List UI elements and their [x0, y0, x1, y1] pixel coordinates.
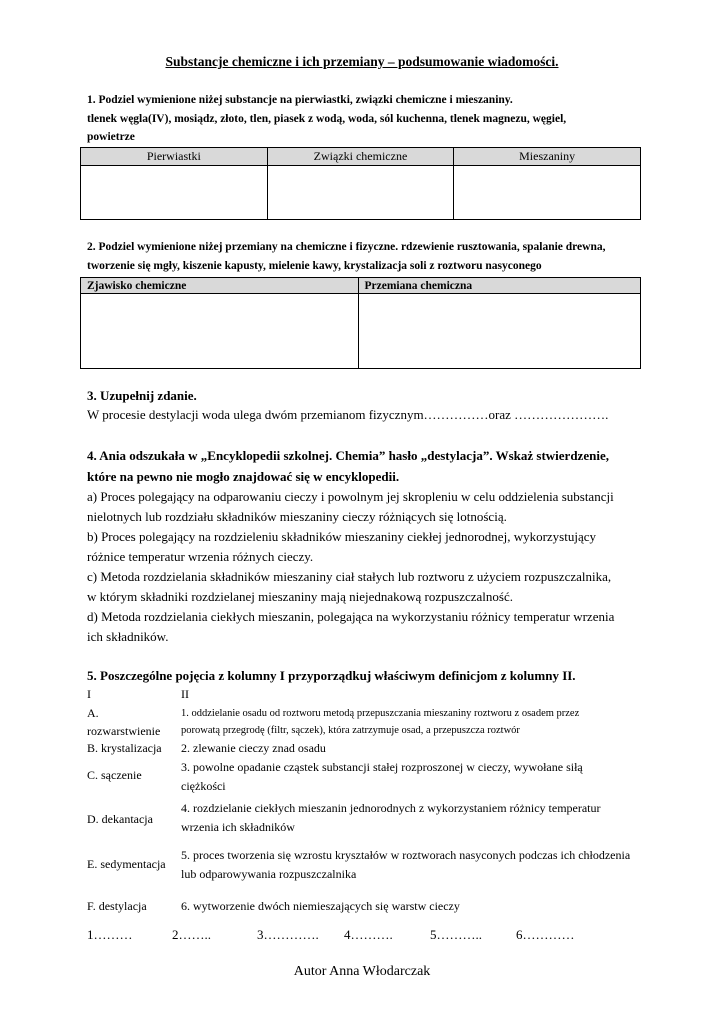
q1-answer-compounds[interactable]	[267, 166, 454, 220]
q1-substances-line2: powietrze	[87, 131, 135, 143]
q4-heading-line2: które na pewno nie mogło znajdować się w encyklopedii.	[87, 469, 400, 484]
q5-answer[interactable]: 4……….	[344, 927, 393, 942]
q4-heading-line1: 4. Ania odszukała w „Encyklopedii szkolnej. Chemia” hasło „destylacja”. Wskaż stwierdzenie,	[87, 448, 609, 463]
q5-term: D. dekantacja	[87, 812, 153, 826]
q1-table	[80, 147, 641, 220]
q5-term: rozwarstwienie	[87, 724, 161, 738]
q5-heading: 5. Poszczególne pojęcia z kolumny I przyporządkuj właściwym definicjom z kolumny II.	[87, 668, 576, 683]
q4-option-line: nielotnych lub rozdziału składników mieszaniny cieczy różniących się lotnością.	[87, 509, 507, 524]
q1-answer-mixtures[interactable]	[454, 166, 641, 220]
author-credit: Autor Anna Włodarczak	[293, 964, 431, 979]
q5-definition: 3. powolne opadanie cząstek substancji stałej rozproszonej w cieczy, wywołane siłą	[181, 760, 583, 774]
q4-option-line: b) Proces polegający na rozdzieleniu składników mieszaniny ciekłej jednorodnej, wykorzystujący	[87, 529, 596, 544]
q5-definition: lub odparowywania rozpuszczalnika	[181, 867, 357, 881]
q3-heading: 3. Uzupełnij zdanie.	[87, 388, 197, 403]
q5-answer[interactable]: 5………..	[430, 927, 482, 942]
q1-header-mixtures: Mieszaniny	[454, 148, 641, 166]
q4-option-line: d) Metoda rozdzielania ciekłych mieszanin, polegająca na wykorzystaniu różnicy temperatur wrzenia	[87, 609, 615, 624]
q5-term: B. krystalizacja	[87, 741, 162, 755]
q4-option-line: w którym składniki rozdzielanej mieszaniny mają niejednakową rozpuszczalność.	[87, 589, 513, 604]
q5-definition: porowatą przegrodę (filtr, sączek), która zatrzymuje osad, a przepuszcza roztwór	[181, 725, 520, 736]
q5-definition: 4. rozdzielanie ciekłych mieszanin jednorodnych z wykorzystaniem różnicy temperatur	[181, 801, 601, 815]
q5-col1-header: I	[87, 687, 91, 701]
q5-definition: 2. zlewanie cieczy znad osadu	[181, 741, 326, 755]
q4-option-line: różnice temperatur wrzenia różnych cieczy.	[87, 549, 314, 564]
q4-option-line: a) Proces polegający na odparowaniu cieczy i powolnym jej skropleniu w celu oddzielenia substancji	[87, 489, 614, 504]
q1-substances-line1: tlenek węgla(IV), mosiądz, złoto, tlen, piasek z wodą, woda, sól kuchenna, tlenek magnezu, węgiel,	[87, 113, 567, 125]
page-title: Substancje chemiczne i ich przemiany – podsumowanie wiadomości.	[165, 54, 559, 69]
q5-definition: 6. wytworzenie dwóch niemieszających się warstw cieczy	[181, 899, 460, 913]
q5-term: A.	[87, 706, 99, 720]
q4-option-line: ich składników.	[87, 629, 169, 644]
q5-term: E. sedymentacja	[87, 857, 166, 871]
q2-header-chemical-change: Przemiana chemiczna	[358, 278, 640, 294]
q5-answer[interactable]: 6…………	[516, 927, 575, 942]
q2-header-chemical-phenomenon: Zjawisko chemiczne	[81, 278, 359, 294]
q2-answer-chemical[interactable]	[81, 294, 359, 369]
q5-definition: 1. oddzielanie osadu od roztworu metodą przepuszczania mieszaniny roztworu z osadem przez	[181, 708, 580, 719]
q5-definition: 5. proces tworzenia się wzrostu kryształów w roztworach nasyconych podczas ich chłodzenia	[181, 848, 631, 862]
q1-header-compounds: Związki chemiczne	[267, 148, 454, 166]
q2-line1: 2. Podziel wymienione niżej przemiany na chemiczne i fizyczne. rdzewienie rusztowania, spalanie drewna,	[87, 241, 606, 253]
q2-answer-physical[interactable]	[358, 294, 640, 369]
q1-answer-elements[interactable]	[81, 166, 268, 220]
q4-option-line: c) Metoda rozdzielania składników mieszaniny ciał stałych lub roztworu z użyciem rozpuszczalnika,	[87, 569, 612, 584]
q1-heading: 1. Podziel wymienione niżej substancje na pierwiastki, związki chemiczne i mieszaniny.	[87, 94, 513, 106]
q5-term: F. destylacja	[87, 899, 147, 913]
q5-answer[interactable]: 1………	[87, 927, 133, 942]
q5-term: C. sączenie	[87, 768, 142, 782]
q3-sentence: W procesie destylacji woda ulega dwóm przemianom fizycznym……………oraz ………………….	[87, 407, 609, 422]
q2-line2: tworzenie się mgły, kiszenie kapusty, mielenie kawy, krystalizacja soli z roztworu nasyconego	[87, 260, 542, 272]
q5-col2-header: II	[181, 687, 189, 701]
q5-answer[interactable]: 2……..	[172, 927, 211, 942]
q1-header-elements: Pierwiastki	[81, 148, 268, 166]
q2-table	[80, 277, 641, 369]
q5-answer[interactable]: 3………….	[257, 927, 319, 942]
q5-definition: ciężkości	[181, 779, 226, 793]
q5-definition: wrzenia ich składników	[181, 820, 295, 834]
